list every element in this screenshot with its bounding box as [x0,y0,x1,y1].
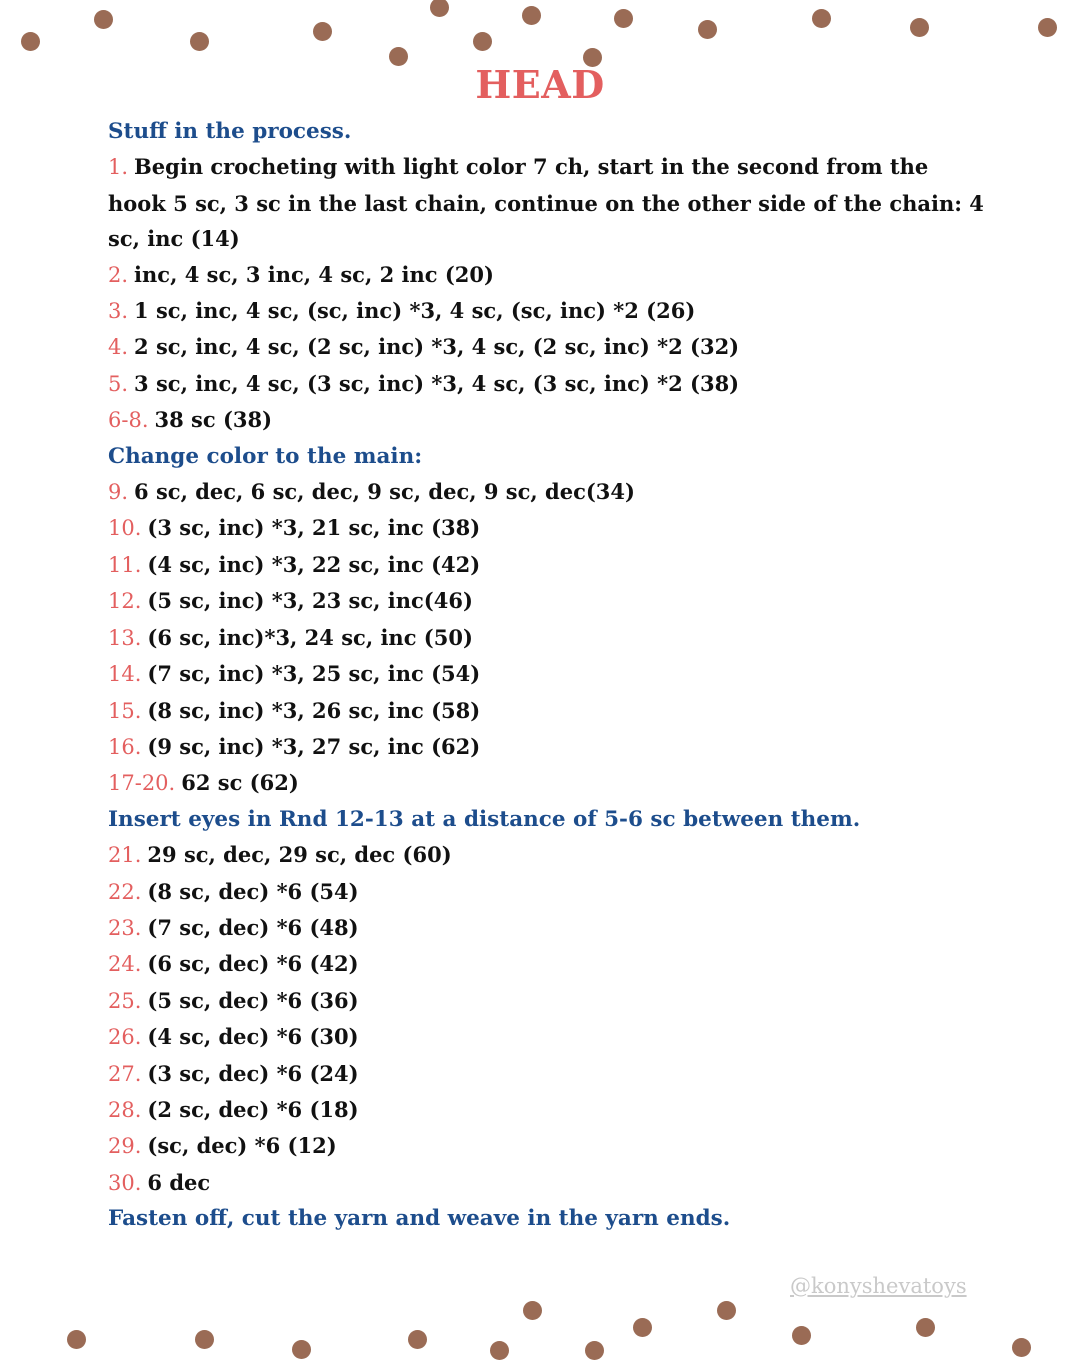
dot [1038,18,1057,37]
round-number: 3. [108,299,129,324]
round-text: 6 dec [147,1169,211,1195]
instruction-note: Change color to the main: [108,443,423,469]
round-instruction [108,1056,988,1092]
round-text: 2 sc, inc, 4 sc, (2 sc, inc) *3, 4 sc, (2 sc, inc) *2 (32) [134,334,740,360]
round-number: 22. [108,879,142,904]
round-instruction [108,510,988,546]
round-number: 14. [108,662,142,687]
dot [195,1330,214,1349]
round-instruction [108,1165,988,1201]
dot [473,32,492,51]
round-number: 9. [108,480,129,505]
round-instruction [108,874,988,910]
watermark-handle: @konyshevatoys [790,1274,967,1298]
dot [94,10,113,29]
round-number: 2. [108,262,129,287]
round-number: 26. [108,1025,142,1050]
round-instruction [108,983,988,1019]
round-text: (6 sc, dec) *6 (42) [147,951,359,977]
round-instruction [108,620,988,656]
round-text: 6 sc, dec, 6 sc, dec, 9 sc, dec, 9 sc, dec(34) [134,479,635,505]
round-instruction [108,329,988,365]
round-text: 62 sc (62) [181,770,299,796]
dot [698,20,717,39]
round-text: (9 sc, inc) *3, 27 sc, inc (62) [147,733,481,759]
round-text: inc, 4 sc, 3 inc, 4 sc, 2 inc (20) [134,261,494,287]
dot [812,9,831,28]
round-number: 25. [108,988,142,1013]
round-text: (sc, dec) *6 (12) [147,1133,337,1159]
round-text: (5 sc, dec) *6 (36) [147,987,359,1013]
dot [633,1318,652,1337]
instruction-note: Fasten off, cut the yarn and weave in the yarn ends. [108,1206,731,1232]
round-number: 23. [108,915,142,940]
round-number: 11. [108,552,142,577]
round-number: 24. [108,952,142,977]
dot [916,1318,935,1337]
round-number: 28. [108,1097,142,1122]
round-instruction [108,765,988,801]
dot [408,1330,427,1349]
round-text: (3 sc, dec) *6 (24) [147,1060,359,1086]
round-text: 29 sc, dec, 29 sc, dec (60) [147,842,452,868]
round-instruction [108,293,988,329]
round-number: 4. [108,335,129,360]
round-text: (3 sc, inc) *3, 21 sc, inc (38) [147,515,481,541]
round-instruction [108,910,988,946]
dot [67,1330,86,1349]
round-instruction [108,837,988,873]
dot [313,22,332,41]
dot [614,9,633,28]
round-number: 16. [108,734,142,759]
round-number: 15. [108,698,142,723]
round-instruction [108,1092,988,1128]
round-text: (7 sc, inc) *3, 25 sc, inc (54) [147,661,481,687]
dot [1012,1338,1031,1357]
round-number: 30. [108,1170,142,1195]
dot [522,6,541,25]
round-instruction [108,474,988,510]
round-text: 1 sc, inc, 4 sc, (sc, inc) *3, 4 sc, (sc, inc) *2 (26) [134,298,696,324]
round-number: 12. [108,589,142,614]
round-instruction [108,656,988,692]
round-text: (2 sc, dec) *6 (18) [147,1096,359,1122]
round-instruction [108,1019,988,1055]
dot [585,1341,604,1360]
round-text: 38 sc (38) [154,407,273,433]
round-number: 17-20. [108,771,176,796]
round-instruction [108,583,988,619]
round-instruction [108,693,988,729]
round-instruction [108,1128,988,1164]
round-text: (6 sc, inc)*3, 24 sc, inc (50) [147,624,473,650]
round-instruction [108,149,988,256]
round-number: 5. [108,371,129,396]
round-text: Begin crocheting with light color 7 ch, start in the second from the hook 5 sc, 3 sc in the last chain, continue on the other side of the chain: 4 sc, inc (14) [108,154,984,252]
round-number: 21. [108,843,142,868]
round-text: (8 sc, inc) *3, 26 sc, inc (58) [147,697,481,723]
round-instruction [108,547,988,583]
round-number: 6-8. [108,408,149,433]
round-instruction [108,257,988,293]
round-text: (4 sc, inc) *3, 22 sc, inc (42) [147,551,481,577]
round-instruction [108,402,988,438]
round-instruction [108,729,988,765]
round-text: (5 sc, inc) *3, 23 sc, inc(46) [147,588,473,614]
pattern-instructions [108,114,988,1237]
instruction-note: Insert eyes in Rnd 12-13 at a distance of 5-6 sc between them. [108,806,861,832]
dot [430,0,449,17]
dot [490,1341,509,1360]
dot [910,18,929,37]
instruction-note: Stuff in the process. [108,119,352,144]
round-number: 29. [108,1134,142,1159]
dot [190,32,209,51]
round-number: 13. [108,625,142,650]
round-text: (7 sc, dec) *6 (48) [147,914,359,940]
dot [792,1326,811,1345]
dot [21,32,40,51]
round-number: 1. [108,155,129,180]
round-text: 3 sc, inc, 4 sc, (3 sc, inc) *3, 4 sc, (3 sc, inc) *2 (38) [134,370,740,396]
round-instruction [108,946,988,982]
round-number: 10. [108,516,142,541]
round-number: 27. [108,1061,142,1086]
round-text: (4 sc, dec) *6 (30) [147,1024,359,1050]
dot [523,1301,542,1320]
round-instruction [108,366,988,402]
round-text: (8 sc, dec) *6 (54) [147,878,359,904]
page-title: HEAD [475,62,605,107]
dot [717,1301,736,1320]
